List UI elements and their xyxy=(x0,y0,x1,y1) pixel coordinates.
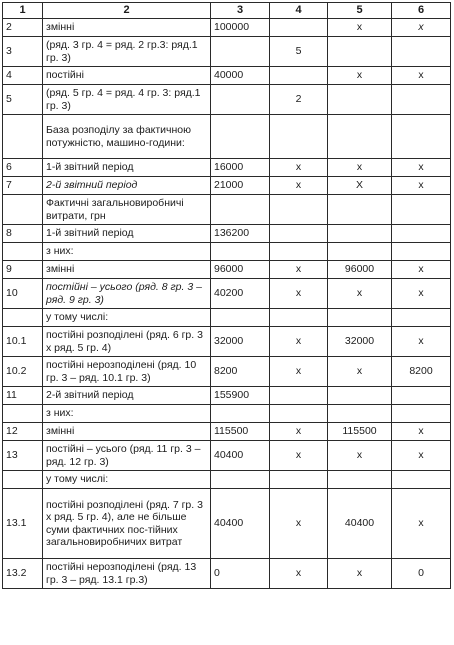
table-cell-col2: Фактичні загальновиробничі витрати, грн xyxy=(43,195,211,225)
table-cell-col2: з них: xyxy=(43,243,211,261)
table-cell-col3 xyxy=(211,195,270,225)
table-cell-col4: х xyxy=(270,489,328,559)
table-row xyxy=(3,441,451,471)
table-row xyxy=(3,423,451,441)
table-row xyxy=(3,159,451,177)
table-cell-col5 xyxy=(328,115,392,159)
table-cell-col1: 7 xyxy=(3,177,43,195)
table-cell-col2: База розподілу за фактичною потужністю, машино-години: xyxy=(43,115,211,159)
table-row xyxy=(3,357,451,387)
table-cell-col5: 115500 xyxy=(328,423,392,441)
table-cell-col5: 96000 xyxy=(328,261,392,279)
table-cell-col2: постійні розподілені (ряд. 6 гр. 3 х ряд. 5 гр. 4) xyxy=(43,327,211,357)
table-cell-col3: 136200 xyxy=(211,225,270,243)
table-cell-col3: 40200 xyxy=(211,279,270,309)
table-cell-col6: 8200 xyxy=(392,357,451,387)
table-cell-col3 xyxy=(211,471,270,489)
table-cell-col4 xyxy=(270,67,328,85)
table-cell-col5: х xyxy=(328,357,392,387)
table-cell-col3 xyxy=(211,405,270,423)
table-cell-col3: 115500 xyxy=(211,423,270,441)
table-cell-col4: х xyxy=(270,441,328,471)
column-header: 4 xyxy=(270,3,328,19)
table-cell-col6: х xyxy=(392,489,451,559)
table-cell-col6 xyxy=(392,309,451,327)
table-body xyxy=(3,19,451,589)
table-cell-col2: 2-й звітний період xyxy=(43,387,211,405)
table-cell-col1: 10.1 xyxy=(3,327,43,357)
table-cell-col5 xyxy=(328,309,392,327)
table-cell-col1 xyxy=(3,471,43,489)
table-cell-col1: 13 xyxy=(3,441,43,471)
table-cell-col6: х xyxy=(392,327,451,357)
table-cell-col4: х xyxy=(270,327,328,357)
cost-allocation-table xyxy=(2,2,451,589)
table-row xyxy=(3,225,451,243)
table-cell-col2: з них: xyxy=(43,405,211,423)
table-cell-col4 xyxy=(270,19,328,37)
table-cell-col3: 21000 xyxy=(211,177,270,195)
table-cell-col2: у тому числі: xyxy=(43,471,211,489)
table-cell-col5: х xyxy=(328,159,392,177)
table-cell-col1 xyxy=(3,195,43,225)
table-cell-col6 xyxy=(392,225,451,243)
table-cell-col6 xyxy=(392,405,451,423)
table-cell-col3 xyxy=(211,309,270,327)
table-cell-col2: 2-й звітний період xyxy=(43,177,211,195)
table-row xyxy=(3,177,451,195)
table-cell-col5: х xyxy=(328,67,392,85)
table-cell-col3: 40000 xyxy=(211,67,270,85)
table-cell-col5 xyxy=(328,387,392,405)
table-cell-col2: постійні – усього (ряд. 8 гр. 3 – ряд. 9 гр. 3) xyxy=(43,279,211,309)
table-row xyxy=(3,195,451,225)
table-cell-col2: (ряд. 5 гр. 4 = ряд. 4 гр. 3: ряд.1 гр. 3) xyxy=(43,85,211,115)
table-cell-col1 xyxy=(3,405,43,423)
table-row xyxy=(3,37,451,67)
table-cell-col4: х xyxy=(270,177,328,195)
table-cell-col3 xyxy=(211,37,270,67)
table-cell-col6: х xyxy=(392,279,451,309)
table-cell-col4 xyxy=(270,309,328,327)
table-cell-col4: х xyxy=(270,261,328,279)
table-cell-col1: 5 xyxy=(3,85,43,115)
table-row xyxy=(3,243,451,261)
table-cell-col5: 32000 xyxy=(328,327,392,357)
table-cell-col1: 6 xyxy=(3,159,43,177)
table-cell-col2: змінні xyxy=(43,19,211,37)
table-cell-col4: х xyxy=(270,357,328,387)
table-cell-col1: 10.2 xyxy=(3,357,43,387)
table-cell-col4: 5 xyxy=(270,37,328,67)
table-cell-col3 xyxy=(211,85,270,115)
column-header: 5 xyxy=(328,3,392,19)
table-cell-col1 xyxy=(3,115,43,159)
table-row xyxy=(3,387,451,405)
table-cell-col4 xyxy=(270,115,328,159)
table-cell-col1: 3 xyxy=(3,37,43,67)
table-cell-col5 xyxy=(328,195,392,225)
table-cell-col5: х xyxy=(328,441,392,471)
table-cell-col6 xyxy=(392,115,451,159)
table-cell-col3: 16000 xyxy=(211,159,270,177)
table-cell-col6: х xyxy=(392,261,451,279)
header-row xyxy=(3,3,451,19)
table-cell-col6 xyxy=(392,471,451,489)
table-cell-col3: 32000 xyxy=(211,327,270,357)
table-cell-col2: 1-й звітний період xyxy=(43,159,211,177)
table-cell-col6: 0 xyxy=(392,559,451,589)
table-cell-col6: х xyxy=(392,67,451,85)
table-row xyxy=(3,489,451,559)
table-cell-col5: х xyxy=(328,559,392,589)
column-header: 2 xyxy=(43,3,211,19)
table-cell-col6 xyxy=(392,387,451,405)
table-cell-col2: змінні xyxy=(43,423,211,441)
table-cell-col2: постійні xyxy=(43,67,211,85)
table-row xyxy=(3,19,451,37)
table-cell-col5 xyxy=(328,243,392,261)
table-cell-col5: х xyxy=(328,279,392,309)
table-cell-col1: 13.2 xyxy=(3,559,43,589)
table-cell-col5: х xyxy=(328,19,392,37)
table-cell-col1: 10 xyxy=(3,279,43,309)
table-cell-col3: 40400 xyxy=(211,489,270,559)
table-cell-col6: х xyxy=(392,423,451,441)
table-cell-col6: х xyxy=(392,19,451,37)
table-cell-col4: 2 xyxy=(270,85,328,115)
table-cell-col3: 100000 xyxy=(211,19,270,37)
table-cell-col5: 40400 xyxy=(328,489,392,559)
table-row xyxy=(3,471,451,489)
table-cell-col3: 155900 xyxy=(211,387,270,405)
table-cell-col2: 1-й звітний період xyxy=(43,225,211,243)
table-cell-col6 xyxy=(392,243,451,261)
table-cell-col3: 8200 xyxy=(211,357,270,387)
table-cell-col4: х xyxy=(270,559,328,589)
table-cell-col2: постійні нерозподілені (ряд. 13 гр. 3 – ряд. 13.1 гр.3) xyxy=(43,559,211,589)
table-row xyxy=(3,559,451,589)
table-cell-col4: х xyxy=(270,279,328,309)
table-cell-col2: постійні – усього (ряд. 11 гр. 3 – ряд. 12 гр. 3) xyxy=(43,441,211,471)
table-cell-col1: 13.1 xyxy=(3,489,43,559)
table-row xyxy=(3,115,451,159)
table-cell-col5 xyxy=(328,405,392,423)
table-cell-col3: 40400 xyxy=(211,441,270,471)
table-cell-col3 xyxy=(211,243,270,261)
table-cell-col3 xyxy=(211,115,270,159)
table-row xyxy=(3,405,451,423)
table-cell-col5 xyxy=(328,85,392,115)
column-header: 3 xyxy=(211,3,270,19)
table-cell-col6 xyxy=(392,195,451,225)
table-cell-col4 xyxy=(270,405,328,423)
table-cell-col2: постійні нерозподілені (ряд. 10 гр. 3 – ряд. 10.1 гр. 3) xyxy=(43,357,211,387)
table-row xyxy=(3,261,451,279)
table-cell-col4 xyxy=(270,225,328,243)
table-cell-col1: 2 xyxy=(3,19,43,37)
table-cell-col1: 9 xyxy=(3,261,43,279)
table-cell-col6: х xyxy=(392,159,451,177)
table-cell-col2: у тому числі: xyxy=(43,309,211,327)
table-cell-col2: змінні xyxy=(43,261,211,279)
table-cell-col3: 96000 xyxy=(211,261,270,279)
table-cell-col1 xyxy=(3,243,43,261)
table-cell-col4: х xyxy=(270,423,328,441)
table-cell-col6: х xyxy=(392,441,451,471)
table-row xyxy=(3,309,451,327)
table-cell-col4 xyxy=(270,387,328,405)
table-row xyxy=(3,85,451,115)
table-row xyxy=(3,327,451,357)
table-row xyxy=(3,67,451,85)
column-header: 1 xyxy=(3,3,43,19)
table-cell-col5 xyxy=(328,225,392,243)
table-cell-col5: Х xyxy=(328,177,392,195)
table-cell-col4 xyxy=(270,243,328,261)
document-page xyxy=(2,2,451,589)
table-cell-col6 xyxy=(392,85,451,115)
table-cell-col4: х xyxy=(270,159,328,177)
table-cell-col1 xyxy=(3,309,43,327)
table-cell-col3: 0 xyxy=(211,559,270,589)
table-cell-col1: 4 xyxy=(3,67,43,85)
table-cell-col5 xyxy=(328,37,392,67)
table-cell-col2: постійні розподілені (ряд. 7 гр. 3 х ряд. 5 гр. 4), але не більше суми фактичних пос-тійних загальновиробничих витрат xyxy=(43,489,211,559)
column-header: 6 xyxy=(392,3,451,19)
table-cell-col2: (ряд. 3 гр. 4 = ряд. 2 гр.3: ряд.1 гр. 3) xyxy=(43,37,211,67)
table-cell-col6 xyxy=(392,37,451,67)
table-cell-col4 xyxy=(270,471,328,489)
table-row xyxy=(3,279,451,309)
table-cell-col6: х xyxy=(392,177,451,195)
table-cell-col1: 12 xyxy=(3,423,43,441)
table-cell-col1: 8 xyxy=(3,225,43,243)
table-cell-col4 xyxy=(270,195,328,225)
table-cell-col1: 11 xyxy=(3,387,43,405)
table-cell-col5 xyxy=(328,471,392,489)
